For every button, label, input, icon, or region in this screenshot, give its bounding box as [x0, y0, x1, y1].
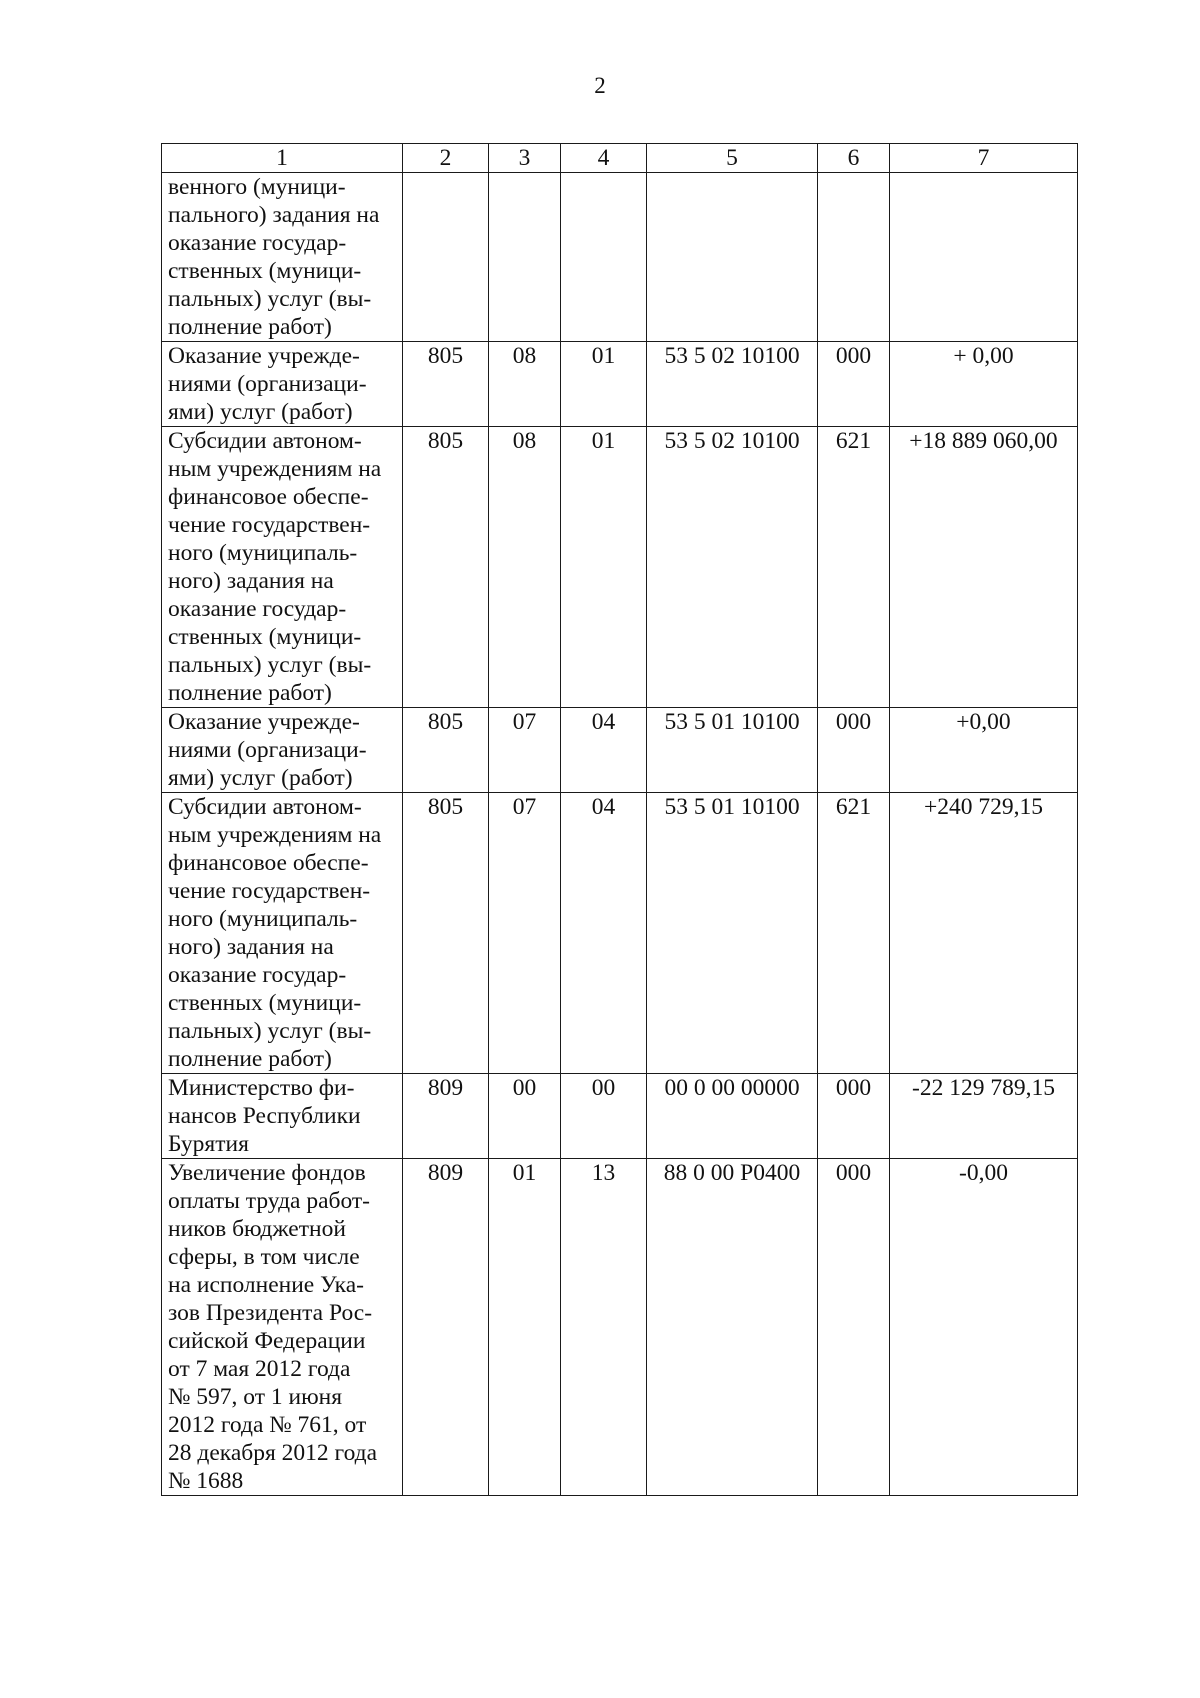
sum-cell: +240 729,15 [890, 793, 1078, 1074]
row-name-cell: Субсидии автоном- ным учреждениям на финансовое обеспе- чение государствен- ного (муниципаль- ного) задания на оказание государ- ственных (муници- пальных) услуг (вы- полнение работ) [162, 427, 403, 708]
sum-cell: +18 889 060,00 [890, 427, 1078, 708]
ministry-code-cell: 805 [403, 427, 489, 708]
column-header: 7 [890, 144, 1078, 173]
row-name-cell: Министерство фи- нансов Республики Бурятия [162, 1074, 403, 1159]
target-article-cell: 53 5 02 10100 [647, 427, 818, 708]
table-row [162, 342, 1078, 427]
ministry-code-cell: 805 [403, 342, 489, 427]
expense-type-cell: 621 [818, 427, 890, 708]
table-row [162, 1159, 1078, 1496]
sum-cell: + 0,00 [890, 342, 1078, 427]
row-name-cell: Оказание учрежде- ниями (организаци- ями) услуг (работ) [162, 342, 403, 427]
ministry-code-cell: 805 [403, 793, 489, 1074]
section-code-cell: 07 [489, 708, 561, 793]
sum-cell [890, 173, 1078, 342]
budget-table [161, 143, 1078, 1496]
expense-type-cell: 000 [818, 708, 890, 793]
row-name-cell: Оказание учрежде- ниями (организаци- ями) услуг (работ) [162, 708, 403, 793]
subsection-code-cell: 01 [561, 342, 647, 427]
section-code-cell: 00 [489, 1074, 561, 1159]
ministry-code-cell: 809 [403, 1159, 489, 1496]
column-header: 4 [561, 144, 647, 173]
column-number-row [162, 144, 1078, 173]
target-article-cell: 00 0 00 00000 [647, 1074, 818, 1159]
sum-cell: +0,00 [890, 708, 1078, 793]
subsection-code-cell: 13 [561, 1159, 647, 1496]
ministry-code-cell: 805 [403, 708, 489, 793]
section-code-cell: 08 [489, 427, 561, 708]
expense-type-cell: 000 [818, 1074, 890, 1159]
sum-cell: -0,00 [890, 1159, 1078, 1496]
target-article-cell: 53 5 01 10100 [647, 793, 818, 1074]
sum-cell: -22 129 789,15 [890, 1074, 1078, 1159]
section-code-cell: 07 [489, 793, 561, 1074]
ministry-code-cell [403, 173, 489, 342]
column-header: 5 [647, 144, 818, 173]
page-number: 2 [594, 73, 606, 98]
expense-type-cell: 000 [818, 1159, 890, 1496]
column-header: 1 [162, 144, 403, 173]
ministry-code-cell: 809 [403, 1074, 489, 1159]
row-name-cell: венного (муници- пального) задания на оказание государ- ственных (муници- пальных) услуг (вы- полнение работ) [162, 173, 403, 342]
table-row [162, 1074, 1078, 1159]
column-header: 2 [403, 144, 489, 173]
target-article-cell: 53 5 01 10100 [647, 708, 818, 793]
column-header: 3 [489, 144, 561, 173]
expense-type-cell [818, 173, 890, 342]
subsection-code-cell: 04 [561, 708, 647, 793]
section-code-cell: 01 [489, 1159, 561, 1496]
row-name-cell: Субсидии автоном- ным учреждениям на финансовое обеспе- чение государствен- ного (муниципаль- ного) задания на оказание государ- ственных (муници- пальных) услуг (вы- полнение работ) [162, 793, 403, 1074]
row-name-cell: Увеличение фондов оплаты труда работ- ников бюджетной сферы, в том числе на исполнение Ука- зов Президента Рос- сийской Федерации от 7 мая 2012 года № 597, от 1 июня 2012 года № 761, от 28 декабря 2012 года № 1688 [162, 1159, 403, 1496]
table-row [162, 427, 1078, 708]
subsection-code-cell: 04 [561, 793, 647, 1074]
subsection-code-cell [561, 173, 647, 342]
target-article-cell: 88 0 00 P0400 [647, 1159, 818, 1496]
table-row [162, 708, 1078, 793]
expense-type-cell: 000 [818, 342, 890, 427]
target-article-cell: 53 5 02 10100 [647, 342, 818, 427]
table-row [162, 793, 1078, 1074]
expense-type-cell: 621 [818, 793, 890, 1074]
section-code-cell: 08 [489, 342, 561, 427]
column-header: 6 [818, 144, 890, 173]
section-code-cell [489, 173, 561, 342]
table-row [162, 173, 1078, 342]
subsection-code-cell: 00 [561, 1074, 647, 1159]
target-article-cell [647, 173, 818, 342]
subsection-code-cell: 01 [561, 427, 647, 708]
